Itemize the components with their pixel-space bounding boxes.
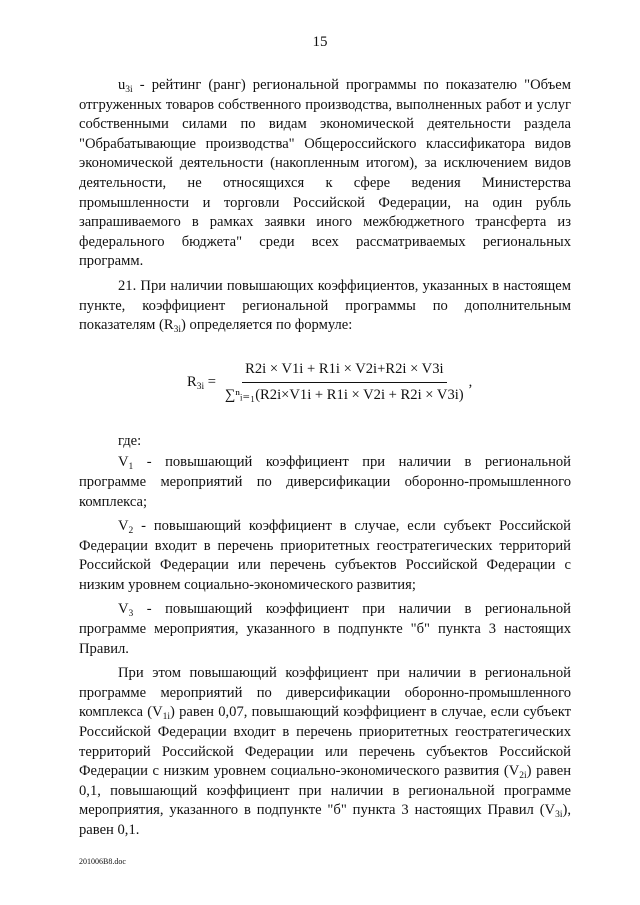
definition-v1-text: - повышающий коэффициент при наличии в региональной программе мероприятий по диверсификации оборонно-промышленного комплекса; <box>79 454 571 510</box>
formula-lhs-symbol: R <box>187 373 197 390</box>
symbol-u-subscript: 3i <box>125 85 133 95</box>
definition-v2-text: - повышающий коэффициент в случае, если субъект Российской Федерации входит в перечень приоритетных геостратегических территорий Российской Федерации или перечень субъектов Российской Федерации с низким уровнем социально-экономического развития; <box>79 518 571 593</box>
definition-v2-symbol: V <box>118 518 129 535</box>
item21-text-after: ) определяется по формуле: <box>181 317 353 334</box>
formula-trailing-comma: , <box>468 373 473 390</box>
document-body <box>79 76 571 841</box>
coefficient-subscript-2: 2i <box>519 771 527 782</box>
coefficient-subscript-1: 1i <box>162 712 171 723</box>
definition-v1-symbol: V <box>118 454 129 471</box>
where-label: где: <box>118 432 142 449</box>
item21-subscript: 3i <box>173 325 182 336</box>
formula-lhs <box>187 373 216 393</box>
definition-v3 <box>79 600 571 659</box>
definition-v3-subscript: 3 <box>128 609 134 620</box>
file-name-footer: 201006B8.doc <box>79 857 126 866</box>
definition-v1-subscript: 1 <box>128 462 134 473</box>
definition-v1 <box>79 453 571 512</box>
definition-v2-subscript: 2 <box>128 526 134 537</box>
formula-equals: = <box>207 373 217 390</box>
coefficient-text-part-4: ), равен 0,1. <box>79 802 571 838</box>
paragraph-item-21 <box>79 277 571 336</box>
formula-lhs-subscript: 3i <box>196 381 205 392</box>
page-number: 15 <box>312 34 328 50</box>
symbol-u: u <box>118 77 126 93</box>
coefficient-subscript-3: 3i <box>555 810 563 821</box>
u3i-definition-text: - рейтинг (ранг) региональной программы по показателю "Объем отгруженных товаров собственного производства, выполненных работ и услуг собственными силами по видам экономической деятельности раздела "Обрабатывающие производства" Общероссийского классификатора видов экономической деятельности (накопленным итогом), за исключением видов деятельности, не относящихся к сфере ведения Министерства промышленности и торговли Российской Федерации, на один рубль запрашиваемого в рамках заявки иного межбюджетного трансферта из федерального бюджета" среди всех рассматриваемых региональных программ. <box>79 77 571 270</box>
definition-v2 <box>79 517 571 595</box>
formula-r3i <box>187 355 571 411</box>
formula-numerator: R2i × V1i + R1i × V2i+R2i × V3i <box>242 360 446 384</box>
definition-v3-text: - повышающий коэффициент при наличии в региональной программе мероприятия, указанного в подпункте "б" пункта 3 настоящих Правил. <box>79 601 571 657</box>
coefficient-text-part-2: ) равен 0,07, повышающий коэффициент в случае, если субъект Российской Федерации входит в перечень приоритетных геостратегических территорий Российской Федерации или перечень субъектов Российской Федерации с низким уровнем социально-экономического развития (V <box>79 704 571 780</box>
coefficient-text-part-3: ) равен 0,1, повышающий коэффициент при наличии в региональной программе мероприятия, указанного в подпункте "б" пункта 3 настоящих Правил (V <box>79 763 571 819</box>
formula-denominator: ∑ⁿᵢ₌₁(R2i×V1i + R1i × V2i + R2i × V3i) <box>225 387 464 404</box>
coefficient-text-part-1: При этом повышающий коэффициент при наличии в региональной программе мероприятий по диверсификации оборонно-промышленного комплекса (V <box>79 665 571 721</box>
paragraph-coefficient-values <box>79 664 571 840</box>
formula-fraction <box>222 360 467 406</box>
definition-v3-symbol: V <box>118 601 129 618</box>
paragraph-u3i-definition <box>79 76 571 272</box>
item21-text-before: 21. При наличии повышающих коэффициентов, указанных в настоящем пункте, коэффициент региональной программы по дополнительным показателям (R <box>79 277 571 334</box>
